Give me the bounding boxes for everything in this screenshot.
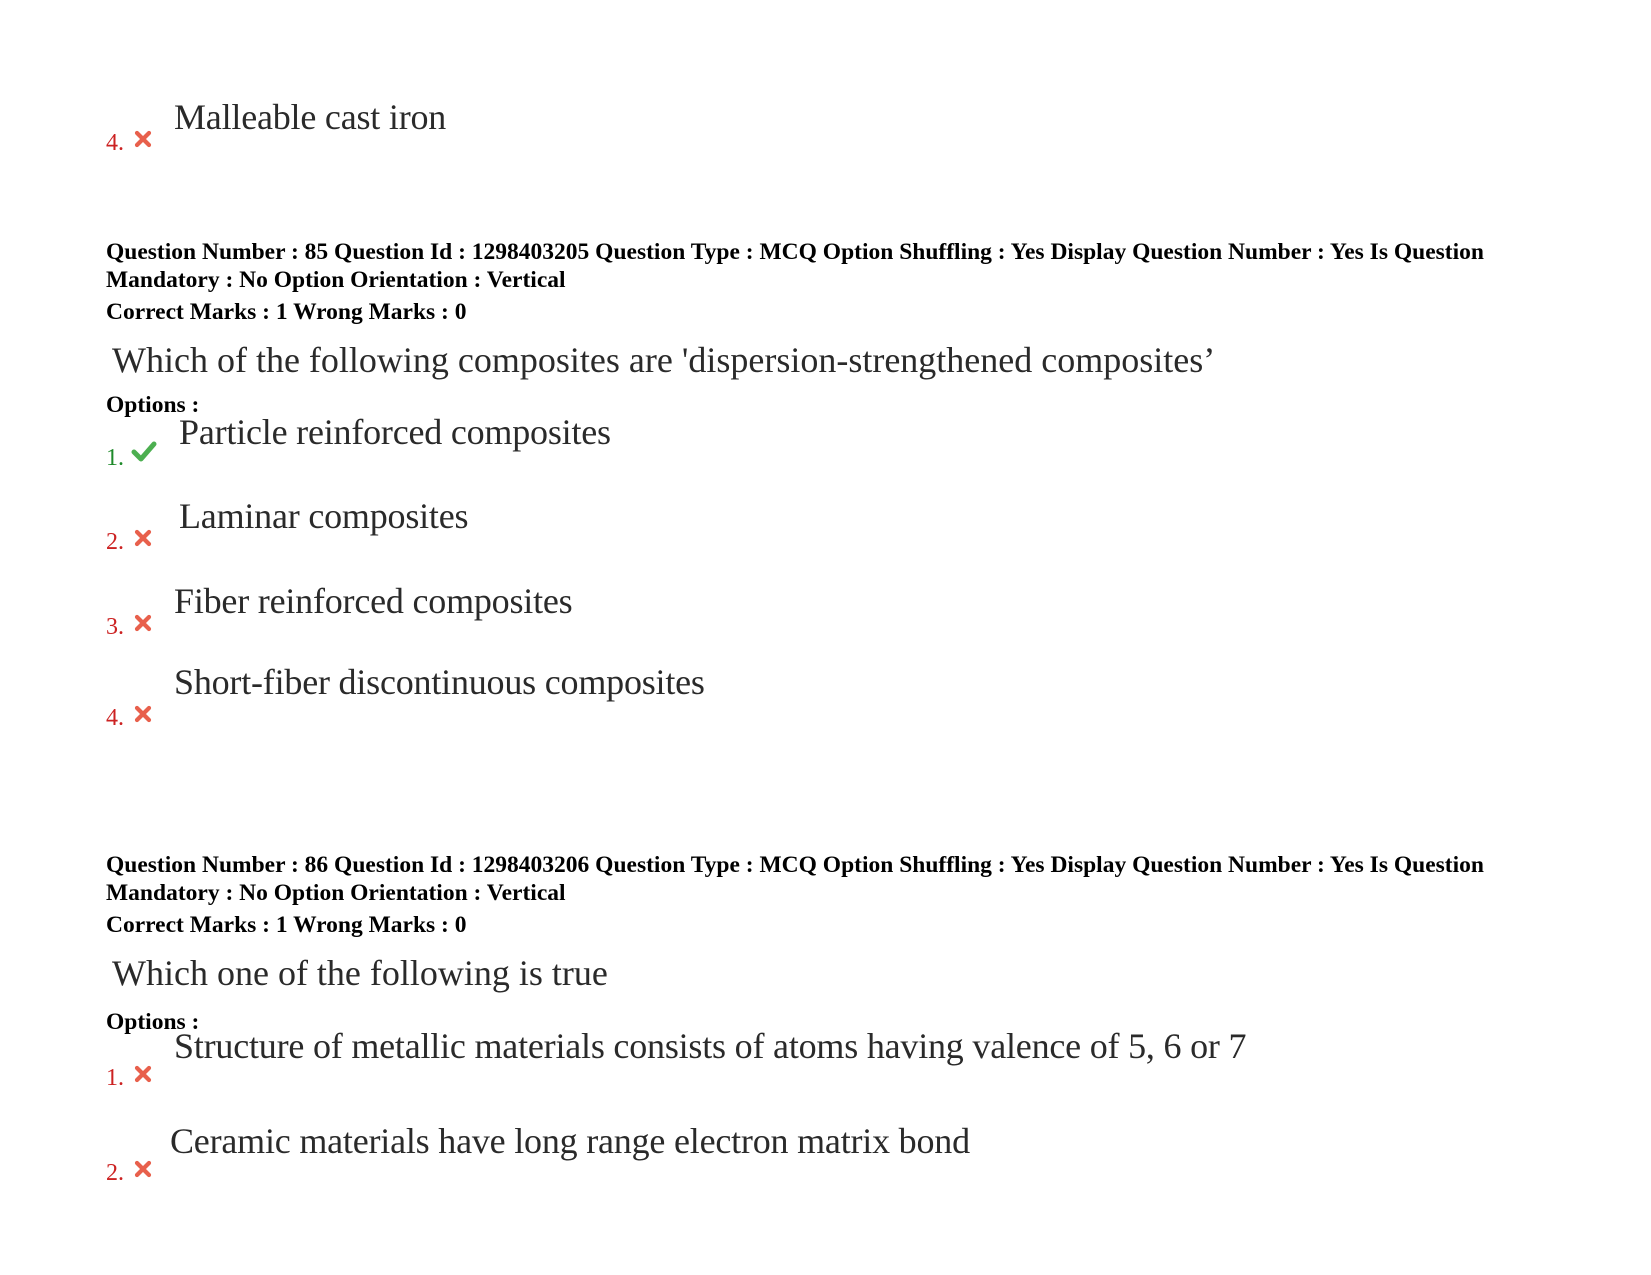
option-number: 3.: [106, 614, 124, 640]
option-row: [106, 1026, 1306, 1091]
options-label: Options :: [106, 392, 200, 418]
question-meta: Question Number : 85 Question Id : 1298403205 Question Type : MCQ Option Shuffling : Yes Display Question Number : Yes Is Question Mandatory : No Option Orientation : Vertical: [106, 239, 1484, 293]
options-label: Options :: [106, 1009, 200, 1035]
option-number: 1.: [106, 1065, 124, 1091]
question-meta: Question Number : 86 Question Id : 1298403206 Question Type : MCQ Option Shuffling : Yes Display Question Number : Yes Is Question Mandatory : No Option Orientation : Vertical: [106, 852, 1484, 906]
correct-check-icon: [131, 440, 157, 462]
option-number: 1.: [106, 445, 124, 471]
option-text: Particle reinforced composites: [179, 412, 611, 452]
wrong-cross-icon: [133, 1064, 153, 1084]
option-number: 4.: [106, 705, 124, 731]
wrong-cross-icon: [133, 613, 153, 633]
option-text: Fiber reinforced composites: [174, 581, 573, 621]
wrong-cross-icon: [133, 129, 153, 149]
question-marks: Correct Marks : 1 Wrong Marks : 0: [106, 299, 467, 325]
option-row: [106, 579, 1306, 639]
option-text: Malleable cast iron: [174, 97, 447, 137]
wrong-cross-icon: [133, 1159, 153, 1179]
option-row: [106, 494, 1306, 554]
option-row: [106, 410, 1306, 470]
option-number: 2.: [106, 529, 124, 555]
question-text: Which of the following composites are 'dispersion-strengthened composites’: [112, 340, 1216, 380]
option-text: Ceramic materials have long range electron matrix bond: [170, 1121, 970, 1161]
option-number: 2.: [106, 1160, 124, 1186]
question-text: Which one of the following is true: [112, 953, 608, 993]
option-row: [106, 662, 1306, 731]
option-row: [106, 1121, 1306, 1186]
option-text: Short-fiber discontinuous composites: [174, 662, 705, 702]
option-row: [106, 95, 1306, 155]
wrong-cross-icon: [133, 528, 153, 548]
wrong-cross-icon: [133, 704, 153, 724]
option-text: Laminar composites: [179, 496, 469, 536]
option-text: Structure of metallic materials consists of atoms having valence of 5, 6 or 7: [174, 1026, 1247, 1066]
question-marks: Correct Marks : 1 Wrong Marks : 0: [106, 912, 467, 938]
option-number: 4.: [106, 130, 124, 156]
